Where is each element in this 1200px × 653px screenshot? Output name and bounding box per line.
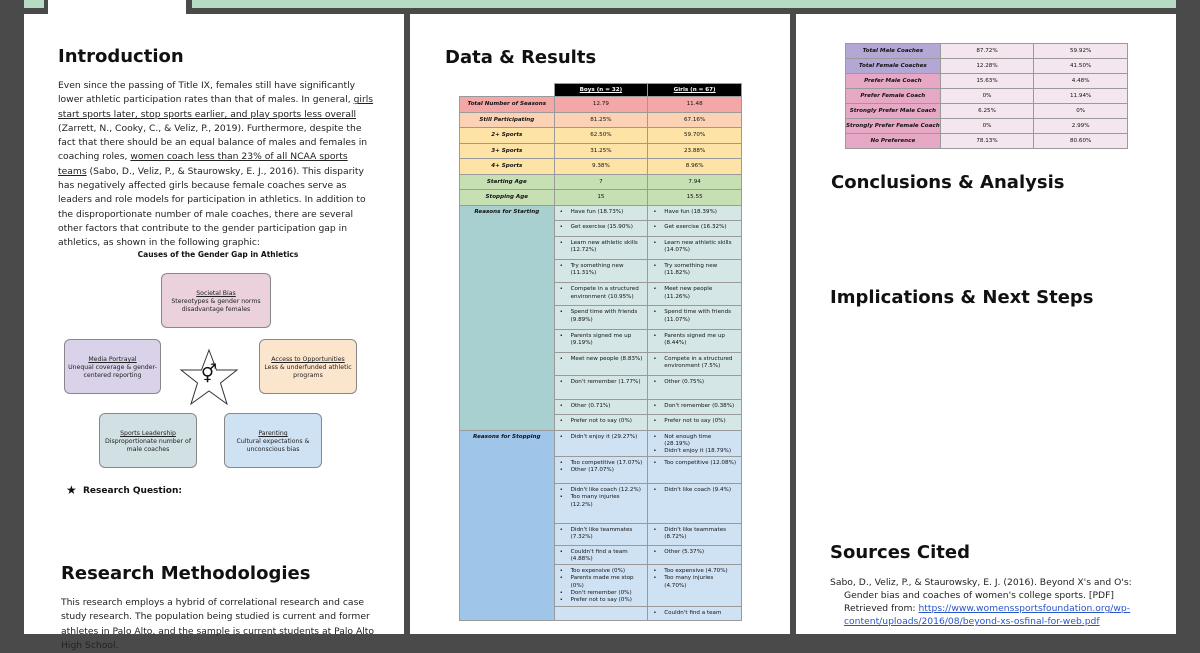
gender-gap-graphic (58, 246, 378, 476)
girls-value: 59.70% (648, 128, 742, 144)
list-item: • Spend time with friends (11.07%) (652, 309, 737, 324)
reason-cell (648, 352, 742, 375)
list-item: • Couldn't find a team (652, 610, 737, 617)
list-item: • Too expensive (0%) (559, 568, 644, 575)
list-item: • Couldn't find a team (4.88%) (559, 549, 644, 564)
reason-cell (554, 545, 648, 564)
list-item: • Don't remember (1.77%) (559, 379, 644, 386)
list-item: • Other (0.71%) (559, 403, 644, 410)
top-bar-right (192, 0, 1176, 8)
results-table (459, 83, 742, 621)
list-item: • Other (17.07%) (559, 467, 644, 474)
list-item: • Too competitive (12.08%) (652, 460, 737, 467)
girls-value: 80.60% (1034, 134, 1128, 149)
reason-list (652, 568, 737, 590)
box-societal-text: Stereotypes & gender norms disadvantage females (171, 298, 261, 313)
row-label: 2+ Sports (460, 128, 555, 144)
boys-value: 0% (940, 89, 1034, 104)
table-row (460, 97, 742, 113)
reason-list (559, 286, 644, 301)
row-label: Strongly Prefer Female Coach (846, 119, 941, 134)
box-access-text: Less & underfunded athletic programs (264, 364, 352, 379)
reason-cell (554, 415, 648, 431)
intro-link-women-coach[interactable]: women coach less than 23% of all NCAA sports teams (58, 151, 348, 177)
introduction-text (58, 79, 378, 251)
table-row (846, 44, 1128, 59)
list-item: • Learn new athletic skills (14.07%) (652, 240, 737, 255)
reason-list (652, 379, 737, 386)
conclusions-heading: Conclusions & Analysis (831, 172, 1065, 193)
reason-cell (648, 415, 742, 431)
row-label: Total Number of Seasons (460, 97, 555, 113)
implications-heading: Implications & Next Steps (830, 287, 1094, 308)
header-girls: Girls (n = 67) (648, 84, 742, 97)
introduction-heading: Introduction (58, 46, 184, 67)
list-item: • Have fun (18.73%) (559, 209, 644, 216)
reason-list (559, 379, 644, 386)
reason-cell (554, 329, 648, 352)
reason-list (559, 418, 644, 425)
table-row (846, 134, 1128, 149)
reason-cell (554, 399, 648, 415)
table-row (460, 128, 742, 144)
boys-value: 78.13% (940, 134, 1034, 149)
graphic-title: Causes of the Gender Gap in Athletics (137, 250, 299, 259)
box-societal-bias (161, 273, 271, 328)
box-parenting (224, 413, 322, 468)
list-item: • Don't remember (0%) (559, 590, 644, 597)
list-item: • Parents made me stop (0%) (559, 575, 644, 590)
reason-cell (648, 523, 742, 545)
reason-cell (648, 329, 742, 352)
table-row (460, 159, 742, 175)
girls-value: 0% (1034, 104, 1128, 119)
boys-value: 81.25% (554, 112, 648, 128)
row-label: Prefer Female Coach (846, 89, 941, 104)
reason-cell (554, 456, 648, 483)
reason-list (559, 549, 644, 564)
box-access-opportunities (259, 339, 357, 394)
reason-cell (648, 545, 742, 564)
reason-list (559, 209, 644, 216)
girls-value: 15.55 (648, 190, 742, 206)
list-item: • Prefer not to say (0%) (559, 418, 644, 425)
list-item: • Try something new (11.31%) (559, 263, 644, 278)
reason-list (652, 309, 737, 324)
row-label: No Preference (846, 134, 941, 149)
boys-value: 6.25% (940, 104, 1034, 119)
reason-cell (648, 205, 742, 221)
reason-cell (648, 564, 742, 606)
boys-value: 62.50% (554, 128, 648, 144)
table-row (846, 74, 1128, 89)
sources-heading: Sources Cited (830, 542, 970, 563)
table-row (460, 205, 742, 221)
table-row (460, 112, 742, 128)
box-leadership-title: Sports Leadership (120, 430, 176, 437)
gender-symbol-icon: ⚥ (200, 364, 218, 385)
list-item: • Didn't enjoy it (18.79%) (652, 448, 737, 455)
reason-list (652, 356, 737, 371)
coach-table (845, 43, 1128, 149)
reason-list (559, 240, 644, 255)
list-item: • Didn't like coach (9.4%) (652, 487, 737, 494)
reason-list (652, 549, 737, 556)
list-item: • Compete in a structured environment (10.95%) (559, 286, 644, 301)
reason-cell (648, 606, 742, 620)
reason-cell (554, 523, 648, 545)
reason-list (559, 403, 644, 410)
boys-value: 12.28% (940, 59, 1034, 74)
list-item: • Get exercise (16.32%) (652, 224, 737, 231)
box-access-title: Access to Opportunities (271, 356, 345, 363)
box-media-title: Media Portrayal (88, 356, 137, 363)
boys-value: 7 (554, 174, 648, 190)
table-row (460, 190, 742, 206)
table-row (846, 59, 1128, 74)
girls-value: 23.88% (648, 143, 742, 159)
reason-list (652, 224, 737, 231)
reason-cell (648, 430, 742, 456)
list-item: • Meet new people (11.26%) (652, 286, 737, 301)
boys-value: 12.79 (554, 97, 648, 113)
list-item: • Too many injuries (4.70%) (652, 575, 737, 590)
table-row (846, 119, 1128, 134)
list-item: • Have fun (18.39%) (652, 209, 737, 216)
row-label: 3+ Sports (460, 143, 555, 159)
reason-list (559, 309, 644, 324)
reason-list (652, 487, 737, 494)
row-label: Starting Age (460, 174, 555, 190)
table-row (460, 143, 742, 159)
reason-cell (648, 259, 742, 282)
panel-conclusions (796, 14, 1176, 634)
reason-cell (648, 456, 742, 483)
list-item: • Didn't like teammates (8.72%) (652, 527, 737, 542)
research-question-label: Research Question: (83, 486, 182, 496)
panel-data-results (410, 14, 790, 634)
reason-list (559, 333, 644, 348)
intro-text-part1: Even since the passing of Title IX, females still have significantly lower athletic participation rates than that of males. In general, (58, 80, 356, 106)
list-item: • Other (0.75%) (652, 379, 737, 386)
row-label: Strongly Prefer Male Coach (846, 104, 941, 119)
source-entry (830, 576, 1150, 628)
reason-list (652, 333, 737, 348)
reason-cell (554, 205, 648, 221)
reason-cell (648, 221, 742, 237)
top-bar-left (24, 0, 44, 8)
reason-cell (648, 236, 742, 259)
boys-value: 9.38% (554, 159, 648, 175)
reason-list (652, 240, 737, 255)
reason-list (652, 286, 737, 301)
boys-value: 87.72% (940, 44, 1034, 59)
row-label: Total Female Coaches (846, 59, 941, 74)
box-media-text: Unequal coverage & gender-centered reporting (68, 364, 157, 379)
box-parenting-title: Parenting (258, 430, 288, 437)
list-item: • Prefer not to say (0%) (559, 597, 644, 604)
methodologies-text: This research employs a hybrid of correlational research and case study research. The population being studied is current and former athletes in Palo Alto, and the sample is current students at Palo Alto High School. (61, 597, 375, 651)
row-label: Still Participating (460, 112, 555, 128)
list-item: • Compete in a structured environment (7.5%) (652, 356, 737, 371)
row-label: Prefer Male Coach (846, 74, 941, 89)
box-leadership-text: Disproportionate number of male coaches (104, 438, 191, 453)
girls-value: 11.94% (1034, 89, 1128, 104)
source-link[interactable]: https://www.womenssportsfoundation.org/wp-content/uploads/2016/08/beyond-xs-osfinal-for-web.pdf (844, 603, 1131, 627)
list-item: • Other (5.37%) (652, 549, 737, 556)
reason-list (559, 263, 644, 278)
box-societal-title: Societal Bias (196, 290, 236, 297)
top-tab (48, 0, 186, 14)
list-item: • Too many injuries (12.2%) (559, 494, 644, 509)
methodologies-heading: Research Methodologies (61, 563, 311, 584)
header-empty-cell (460, 84, 555, 97)
row-label: 4+ Sports (460, 159, 555, 175)
reason-list (652, 209, 737, 216)
header-boys: Boys (n = 32) (554, 84, 648, 97)
reason-list (559, 568, 644, 605)
girls-value: 67.16% (648, 112, 742, 128)
reasons-starting-label: Reasons for Starting (460, 205, 555, 430)
boys-value: 31.25% (554, 143, 648, 159)
row-label: Total Male Coaches (846, 44, 941, 59)
reason-cell (648, 483, 742, 523)
reason-list (652, 418, 737, 425)
reason-cell (554, 236, 648, 259)
list-item: • Learn new athletic skills (12.72%) (559, 240, 644, 255)
list-item: • Try something new (11.82%) (652, 263, 737, 278)
girls-value: 41.50% (1034, 59, 1128, 74)
results-header-row (460, 84, 742, 97)
box-media-portrayal (64, 339, 161, 394)
reason-cell (554, 483, 648, 523)
list-item: • Get exercise (15.90%) (559, 224, 644, 231)
intro-text-part2: (Zarrett, N., Cooky, C., & Veliz, P., 2019). Furthermore, despite the fact that there should be an equal balance of males and females in coaching roles, (58, 122, 368, 163)
reason-list (652, 460, 737, 467)
reason-list (559, 356, 644, 363)
reason-cell (648, 399, 742, 415)
list-item: • Didn't like coach (12.2%) (559, 487, 644, 494)
list-item: • Parents signed me up (9.19%) (559, 333, 644, 348)
list-item: • Too competitive (17.07%) (559, 460, 644, 467)
reason-cell (554, 259, 648, 282)
reason-cell (554, 564, 648, 606)
list-item: • Spend time with friends (9.89%) (559, 309, 644, 324)
table-row (846, 89, 1128, 104)
reasons-stopping-label: Reasons for Stopping (460, 430, 555, 620)
reason-cell (554, 606, 648, 620)
star-icon: ★ (66, 483, 77, 497)
reason-cell (554, 306, 648, 329)
reason-cell (648, 306, 742, 329)
reason-list (559, 487, 644, 509)
girls-value: 4.48% (1034, 74, 1128, 89)
reason-list (559, 434, 644, 441)
reason-cell (554, 352, 648, 375)
girls-value: 59.92% (1034, 44, 1128, 59)
reason-cell (554, 283, 648, 306)
reason-cell (554, 221, 648, 237)
reason-list (559, 460, 644, 475)
reason-list (652, 434, 737, 456)
panel-introduction (24, 14, 404, 651)
girls-value: 11.48 (648, 97, 742, 113)
reason-cell (554, 430, 648, 456)
data-results-heading: Data & Results (445, 47, 597, 68)
boys-value: 15 (554, 190, 648, 206)
table-row (460, 174, 742, 190)
list-item: • Don't remember (0.38%) (652, 403, 737, 410)
box-sports-leadership (99, 413, 197, 468)
list-item: • Too expensive (4.70%) (652, 568, 737, 575)
table-row (460, 430, 742, 456)
box-parenting-text: Cultural expectations & unconscious bias (236, 438, 310, 453)
reason-list (652, 403, 737, 410)
reason-cell (648, 376, 742, 399)
list-item: • Not enough time (28.19%) (652, 434, 737, 449)
reason-list (652, 263, 737, 278)
reason-cell (554, 376, 648, 399)
list-item: • Didn't enjoy it (29.27%) (559, 434, 644, 441)
list-item: • Prefer not to say (0%) (652, 418, 737, 425)
girls-value: 7.94 (648, 174, 742, 190)
intro-text-part3: (Sabo, D., Veliz, P., & Staurowsky, E. J., 2016). This disparity has negatively affected girls because female coaches serve as leaders and role models for participation in athletics. In addition to the disproportionate number of male coaches, there are several other factors that contribute to the gender participation gap in athletics, as shown in the following graphic: (58, 165, 366, 249)
list-item: • Meet new people (8.83%) (559, 356, 644, 363)
intro-link-girls-start[interactable]: girls start sports later, stop sports earlier, and play sports less overall (58, 94, 374, 120)
boys-value: 15.63% (940, 74, 1034, 89)
row-label: Stopping Age (460, 190, 555, 206)
boys-value: 0% (940, 119, 1034, 134)
reason-list (652, 527, 737, 542)
girls-value: 2.99% (1034, 119, 1128, 134)
list-item: • Parents signed me up (8.44%) (652, 333, 737, 348)
reason-list (559, 527, 644, 542)
reason-list (559, 224, 644, 231)
girls-value: 8.96% (648, 159, 742, 175)
reason-list (652, 610, 737, 617)
source-citation: Sabo, D., Veliz, P., & Staurowsky, E. J. (2016). Beyond X's and O's: Gender bias and coaches of women's college sports. [PDF] Retrieved from: (830, 577, 1132, 614)
table-row (846, 104, 1128, 119)
reason-cell (648, 283, 742, 306)
list-item: • Didn't like teammates (7.32%) (559, 527, 644, 542)
